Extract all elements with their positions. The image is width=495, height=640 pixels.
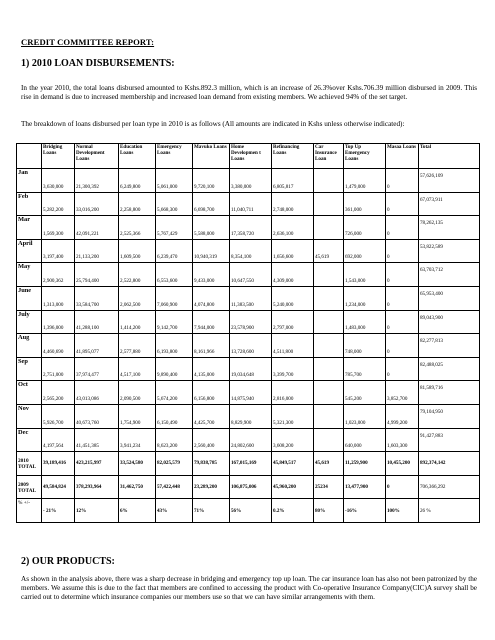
table-cell: 25,794,400 (75, 263, 119, 287)
products-paragraph: As shown in the analysis above, there was a sharp decrease in bridging and emergency top up loan. The car insurance loan has also not been patronized by the members. We assume this is due to the fact that members are confined to accessing the product with Co-operative Insurance Company(CIC)A survey shall be carried out to determine which insurance companies our members use so that we can have similar arrangements with them. (21, 575, 477, 601)
table-cell: 1,543,000 (344, 263, 386, 287)
table-cell: 2,090,500 (119, 381, 156, 405)
table-cell: 8,829,900 (230, 404, 272, 428)
table-cell: 24,802,600 (230, 428, 272, 452)
table-cell (314, 310, 344, 334)
table-cell: 43,013,086 (75, 381, 119, 405)
table-cell: 1,609,500 (119, 239, 156, 263)
table-cell: 1,479,000 (344, 169, 386, 193)
table-cell: 81,589,716 (419, 381, 480, 405)
table-cell: 0 (386, 475, 419, 499)
table-cell: 10,647,550 (230, 263, 272, 287)
table-header-row (17, 144, 480, 169)
table-cell: 167,015,169 (230, 452, 272, 476)
table-cell: 1,234,000 (344, 286, 386, 310)
table-cell: 79,838,785 (193, 452, 230, 476)
table-cell: 0 (386, 334, 419, 358)
table-cell: 21,300,392 (75, 169, 119, 193)
header-cell (17, 144, 42, 169)
table-cell: 5,282,200 (42, 192, 75, 216)
table-row (17, 239, 480, 263)
table-cell: 71% (193, 499, 230, 523)
table-cell: 57,422,448 (156, 475, 193, 499)
table-cell: 11,040,711 (230, 192, 272, 216)
header-cell: Home Developmen t Loans (230, 144, 272, 169)
table-row (17, 192, 480, 216)
breakdown-intro-paragraph: The breakdown of loans disbursed per loan type in 2010 is as follows (All amounts are indicated in Kshs unless otherwise indicated): (21, 120, 405, 128)
row-label-total: TOTAL (18, 487, 37, 494)
table-cell (314, 381, 344, 405)
table-cell: 6,553,600 (156, 263, 193, 287)
table-cell: 2,258,800 (119, 192, 156, 216)
table-cell: 25234 (314, 475, 344, 499)
table-cell: 4,511,800 (272, 334, 314, 358)
table-cell: 1,569,300 (42, 216, 75, 240)
header-cell: Total (419, 144, 480, 169)
table-row (17, 428, 480, 452)
table-cell (314, 357, 344, 381)
table-cell: 79,104,950 (419, 404, 480, 428)
table-cell: 892,374,142 (419, 452, 480, 476)
header-cell: Car Insurance Loan (314, 144, 344, 169)
table-cell: 2,797,000 (272, 310, 314, 334)
table-cell: 6,698,700 (193, 192, 230, 216)
table-cell: 6,239,470 (156, 239, 193, 263)
table-cell: 6,193,800 (156, 334, 193, 358)
table-row (17, 169, 480, 193)
table-cell: 21,133,200 (75, 239, 119, 263)
table-cell: 9,720,100 (193, 169, 230, 193)
table-cell: 5,240,000 (272, 286, 314, 310)
table-cell: 4,074,800 (193, 286, 230, 310)
table-cell: 4,517,100 (119, 357, 156, 381)
header-cell: Refinancing Loans (272, 144, 314, 169)
table-cell: 2,062,500 (119, 286, 156, 310)
table-row (17, 357, 480, 381)
table-cell: 1,483,000 (344, 310, 386, 334)
table-row (17, 404, 480, 428)
loan-disbursement-table (16, 143, 480, 523)
table-cell: 545,200 (344, 381, 386, 405)
table-cell: 0 (386, 216, 419, 240)
table-cell: 361,000 (344, 192, 386, 216)
table-cell: 3,197,400 (42, 239, 75, 263)
table-cell: 23,578,900 (230, 310, 272, 334)
month-label: Oct (17, 381, 42, 405)
month-label: Dec (17, 428, 42, 452)
table-cell: 6% (119, 499, 156, 523)
row-label (17, 452, 42, 476)
table-cell: 2,522,800 (119, 263, 156, 287)
month-label: May (17, 263, 42, 287)
header-cell: Mavuko Loans (193, 144, 230, 169)
table-cell: 2,816,000 (272, 381, 314, 405)
table-cell (314, 334, 344, 358)
row-label: % +/- (17, 499, 42, 523)
table-cell: 4,309,000 (272, 263, 314, 287)
header-cell: Normal Development Loans (75, 144, 119, 169)
table-cell: 1,656,600 (272, 239, 314, 263)
table-cell: 23,289,200 (193, 475, 230, 499)
total-2010-row (17, 452, 480, 476)
table-cell: 49,584,824 (42, 475, 75, 499)
table-cell: 2,900,362 (42, 263, 75, 287)
table-cell: 42,091,221 (75, 216, 119, 240)
table-cell: 89,043,900 (419, 310, 480, 334)
table-cell (314, 192, 344, 216)
table-cell: 0 (386, 310, 419, 334)
table-cell: 5,588,000 (193, 216, 230, 240)
table-cell: 706,366,292 (419, 475, 480, 499)
table-cell (314, 169, 344, 193)
table-row (17, 334, 480, 358)
table-cell: 4,197,564 (42, 428, 75, 452)
table-cell: 45,619 (314, 239, 344, 263)
table-cell: 0 (386, 286, 419, 310)
month-label: Jan (17, 169, 42, 193)
table-cell: 14,875,940 (230, 381, 272, 405)
table-cell: 1,396,000 (42, 310, 75, 334)
table-cell: 1,313,000 (42, 286, 75, 310)
month-label: April (17, 239, 42, 263)
table-cell: 4,135,000 (193, 357, 230, 381)
table-cell: 423,215,997 (75, 452, 119, 476)
table-cell: 4,425,700 (193, 404, 230, 428)
table-cell: 378,293,964 (75, 475, 119, 499)
header-cell: Education Loans (119, 144, 156, 169)
table-cell (314, 263, 344, 287)
table-cell: 2,636,100 (272, 216, 314, 240)
table-cell: 12% (75, 499, 119, 523)
table-cell: 82,488,025 (419, 357, 480, 381)
table-cell: 5,674,200 (156, 381, 193, 405)
table-cell: 8,161,966 (193, 334, 230, 358)
table-cell: 1,023,000 (344, 404, 386, 428)
table-cell: 45,619 (314, 452, 344, 476)
table-row (17, 286, 480, 310)
month-label: Mar (17, 216, 42, 240)
table-row (17, 263, 480, 287)
month-label: Sep (17, 357, 42, 381)
table-cell: 67,073,911 (419, 192, 480, 216)
table-cell: 4,999,200 (386, 404, 419, 428)
table-cell (314, 428, 344, 452)
table-cell: 9,890,400 (156, 357, 193, 381)
table-cell: 2,751,000 (42, 357, 75, 381)
table-cell: 692,000 (344, 239, 386, 263)
table-cell: 33,584,700 (75, 286, 119, 310)
table-cell: 3,399,700 (272, 357, 314, 381)
month-label: June (17, 286, 42, 310)
table-cell: 785,700 (344, 357, 386, 381)
table-cell: 57,626,109 (419, 169, 480, 193)
table-cell: 41,288,100 (75, 310, 119, 334)
table-cell: 0 (386, 239, 419, 263)
table-cell: 45,960,200 (272, 475, 314, 499)
table-cell: 33,524,580 (119, 452, 156, 476)
month-label: Aug (17, 334, 42, 358)
table-cell: - 21% (42, 499, 75, 523)
header-cell: Bridging Loans (42, 144, 75, 169)
table-cell: 82,025,579 (156, 452, 193, 476)
section-heading-our-products: 2) OUR PRODUCTS: (21, 556, 115, 567)
table-cell: 8,623,200 (156, 428, 193, 452)
table-cell: 65,953,400 (419, 286, 480, 310)
table-cell: 5,668,300 (156, 192, 193, 216)
table-cell: 13,477,900 (344, 475, 386, 499)
table-cell: 11,383,500 (230, 286, 272, 310)
disbursement-summary-paragraph: In the year 2010, the total loans disbursed amounted to Kshs.892.3 million, which is an increase of 26.3%over Kshs.706.39 million disbursed in 2009. This rise in demand is due to increased membership and increased loan demand from existing members. We achieved 94% of the set target. (21, 84, 477, 101)
table-cell: 41,451,385 (75, 428, 119, 452)
table-cell: 19,034,648 (230, 357, 272, 381)
table-cell: 13,728,600 (230, 334, 272, 358)
header-cell: Top Up Emergency Loans (344, 144, 386, 169)
table-cell (314, 216, 344, 240)
table-cell: 9,142,700 (156, 310, 193, 334)
header-cell: Masaa Loans (386, 144, 419, 169)
month-label: Feb (17, 192, 42, 216)
table-cell: 2,748,000 (272, 192, 314, 216)
table-cell: 5,767,429 (156, 216, 193, 240)
percent-change-row (17, 499, 480, 523)
table-cell: 41,895,077 (75, 334, 119, 358)
table-cell: 8,354,100 (230, 239, 272, 263)
month-label: July (17, 310, 42, 334)
table-cell: 3,630,000 (42, 169, 75, 193)
total-2009-row (17, 475, 480, 499)
table-cell: 100% (386, 499, 419, 523)
row-label-total: TOTAL (18, 463, 37, 470)
table-cell: 53,822,589 (419, 239, 480, 263)
table-cell: 1,603,300 (386, 428, 419, 452)
table-cell: 1,754,900 (119, 404, 156, 428)
table-cell: 640,000 (344, 428, 386, 452)
table-cell: 106,875,006 (230, 475, 272, 499)
row-label (17, 475, 42, 499)
month-label: Nov (17, 404, 42, 428)
table-cell: 7,944,000 (193, 310, 230, 334)
table-cell: 0 (386, 357, 419, 381)
row-label-year: 2009 (18, 481, 29, 488)
table-cell: 56% (230, 499, 272, 523)
table-cell: 3,380,000 (230, 169, 272, 193)
table-cell: 33,016,200 (75, 192, 119, 216)
table-cell: 5,321,300 (272, 404, 314, 428)
table-cell: 6,249,800 (119, 169, 156, 193)
table-cell: 748,000 (344, 334, 386, 358)
table-cell: 31,462,750 (119, 475, 156, 499)
table-cell: 0 (386, 263, 419, 287)
table-cell: 37,974,477 (75, 357, 119, 381)
table-cell: 6,150,490 (156, 404, 193, 428)
table-cell (314, 404, 344, 428)
table-cell: 5,926,700 (42, 404, 75, 428)
table-cell: 2,560,400 (193, 428, 230, 452)
table-row (17, 381, 480, 405)
table-cell: 3,941,234 (119, 428, 156, 452)
table-row (17, 216, 480, 240)
table-cell: 63,703,712 (419, 263, 480, 287)
table-cell: 45,849,517 (272, 452, 314, 476)
table-row (17, 310, 480, 334)
table-cell: 2,565,200 (42, 381, 75, 405)
table-cell: 82,277,813 (419, 334, 480, 358)
table-cell: 3,608,200 (272, 428, 314, 452)
table-cell: 5,061,000 (156, 169, 193, 193)
table-cell: 43% (156, 499, 193, 523)
table-cell: 91,427,883 (419, 428, 480, 452)
table-cell: 40,673,760 (75, 404, 119, 428)
table-cell: 80% (314, 499, 344, 523)
table-cell: 10,455,200 (386, 452, 419, 476)
table-cell: 26 % (419, 499, 480, 523)
table-cell: 78,262,135 (419, 216, 480, 240)
report-title: CREDIT COMMITTEE REPORT: (21, 37, 155, 47)
table-cell: 2,525,366 (119, 216, 156, 240)
table-cell (314, 286, 344, 310)
table-cell: 11,259,900 (344, 452, 386, 476)
table-cell: 0 (386, 192, 419, 216)
table-cell: 6,156,800 (193, 381, 230, 405)
section-heading-loan-disbursements: 1) 2010 LOAN DISBURSEMENTS: (21, 58, 175, 69)
table-cell: 0.2% (272, 499, 314, 523)
table-cell: 0 (386, 169, 419, 193)
table-cell: 10,940,319 (193, 239, 230, 263)
table-cell: 1,414,200 (119, 310, 156, 334)
table-cell: 17,358,720 (230, 216, 272, 240)
table-cell: 7,060,900 (156, 286, 193, 310)
table-cell: 2,577,880 (119, 334, 156, 358)
table-cell: 3,852,700 (386, 381, 419, 405)
table-cell: 9,433,000 (193, 263, 230, 287)
table-cell: 6,805,817 (272, 169, 314, 193)
table-cell: -16% (344, 499, 386, 523)
header-cell: Emergency Loans (156, 144, 193, 169)
table-cell: 4,460,690 (42, 334, 75, 358)
row-label-year: 2010 (18, 457, 29, 464)
table-cell: 726,000 (344, 216, 386, 240)
table-cell: 39,189,416 (42, 452, 75, 476)
